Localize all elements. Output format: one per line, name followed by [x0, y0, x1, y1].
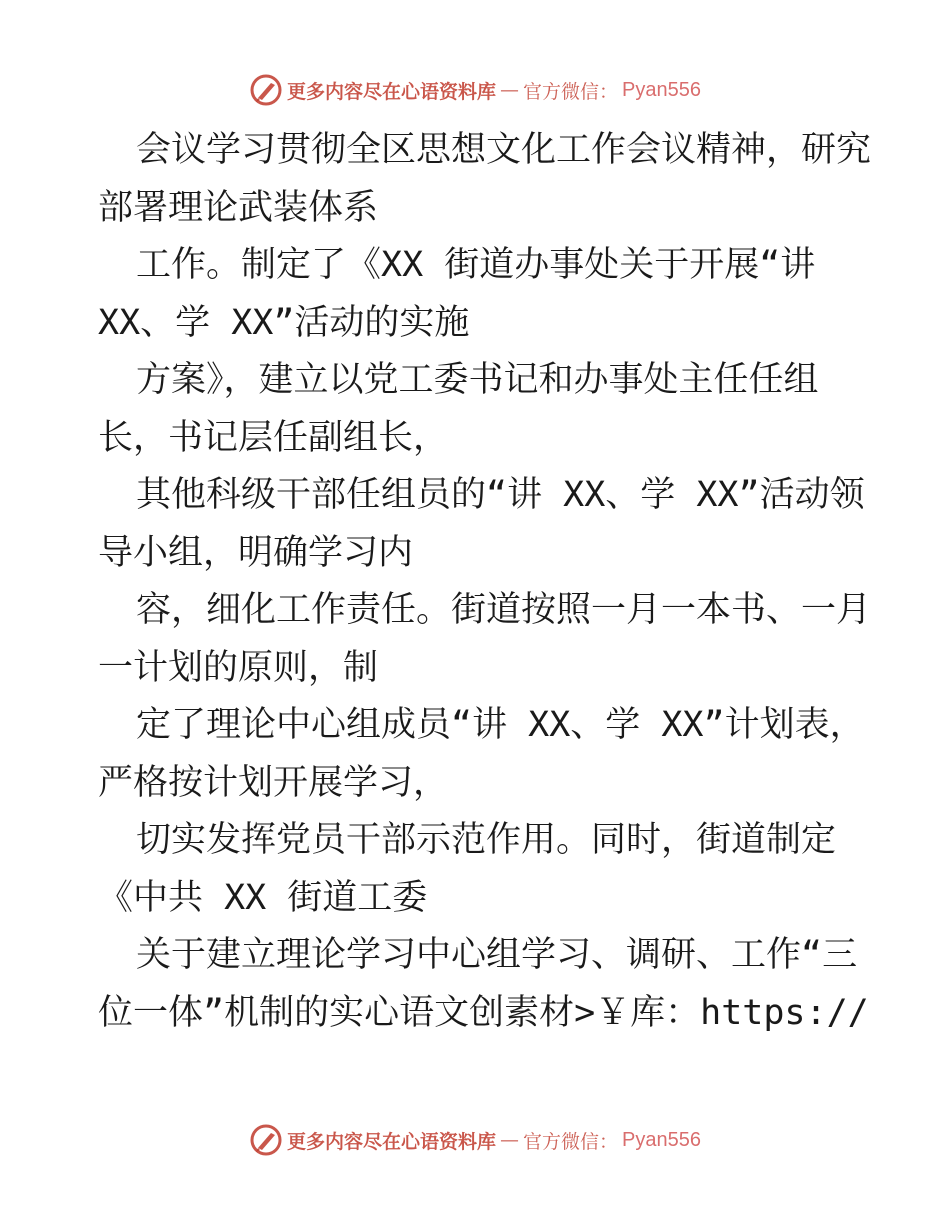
watermark-wechat-handle: Pyan556	[622, 78, 701, 101]
body-line: 工作。制定了《XX 街道办事处关于开展“讲	[136, 245, 816, 285]
watermark-separator: —	[500, 1129, 520, 1151]
document-body	[98, 122, 872, 1042]
body-line: 关于建立理论学习中心组学习、调研、工作“三	[136, 935, 858, 975]
quill-circle-logo-icon	[249, 73, 283, 107]
body-line: 其他科级干部任组员的“讲 XX、学 XX”活动领	[136, 475, 865, 515]
body-line: 一计划的原则，制	[98, 647, 379, 688]
watermark-wechat-handle: Pyan556	[622, 1128, 701, 1151]
body-line: 切实发挥党员干部示范作用。同时，街道制定	[136, 820, 837, 860]
body-line: 会议学习贯彻全区思想文化工作会议精神，研究	[136, 130, 872, 170]
body-line: 严格按计划开展学习，	[98, 762, 449, 803]
watermark-slogan: 更多内容尽在心语资料库	[287, 80, 497, 103]
body-line: 方案》，建立以党工委书记和办事处主任任组	[136, 360, 819, 400]
body-line: 容，细化工作责任。街道按照一月一本书、一月	[136, 590, 872, 630]
quill-circle-logo-icon	[249, 1123, 283, 1157]
watermark-separator: —	[500, 79, 520, 101]
watermark-slogan: 更多内容尽在心语资料库	[287, 1130, 497, 1153]
watermark-wechat-label: 官方微信：	[523, 80, 619, 103]
footer-watermark	[0, 1120, 950, 1160]
body-line: 导小组，明确学习内	[98, 532, 414, 573]
body-line: 位一体”机制的实心语文创素材>￥库：https://	[98, 992, 869, 1033]
watermark-wechat-label: 官方微信：	[523, 1130, 619, 1153]
body-line: 部署理论武装体系	[98, 187, 379, 228]
body-line: 定了理论中心组成员“讲 XX、学 XX”计划表，	[136, 705, 865, 745]
body-line: 长，书记层任副组长，	[98, 417, 449, 458]
header-watermark	[0, 70, 950, 110]
body-line: 《中共 XX 街道工委	[98, 877, 428, 918]
body-line: XX、学 XX”活动的实施	[98, 302, 470, 343]
